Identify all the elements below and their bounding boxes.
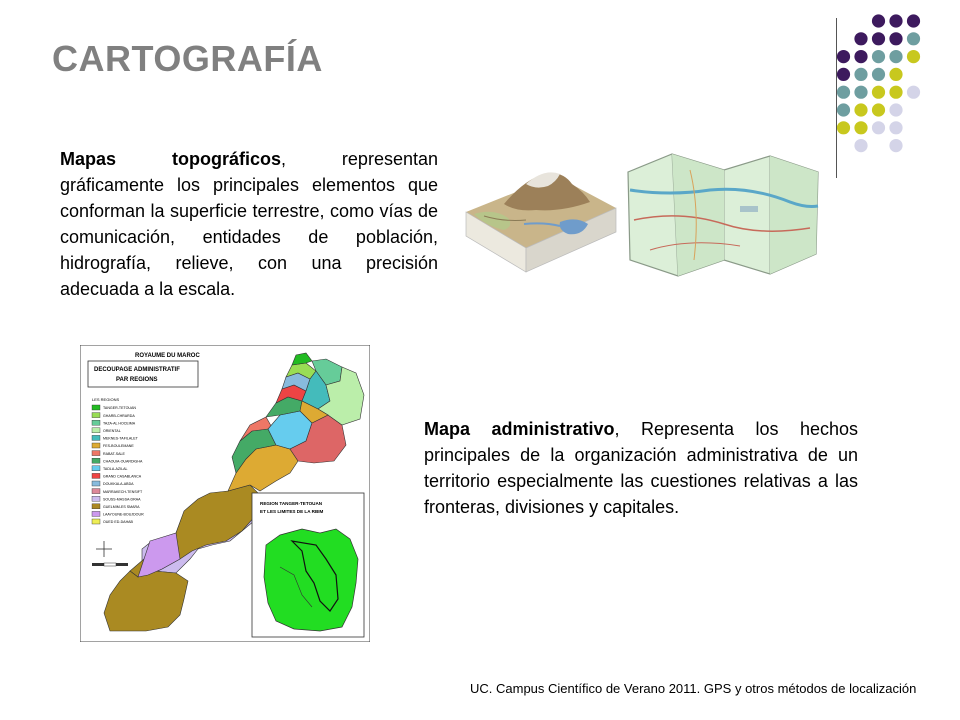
legend-label: FES-BOULEMANE [103, 444, 134, 449]
decorative-dot [854, 121, 867, 134]
slide-title: CARTOGRAFÍA [52, 38, 323, 79]
administrative-term: Mapa administrativo [424, 419, 615, 439]
inset-title-line2: ET LES LIMITES DE LA RBIM [260, 509, 324, 514]
legend-label: DOUKKALA-ABDA [103, 482, 134, 487]
decorative-dot [889, 50, 902, 63]
topographic-term: Mapas topográficos [60, 149, 281, 169]
legend-swatch [92, 519, 100, 524]
folded-map-illustration [620, 150, 825, 280]
legend-title: LES REGIONS [92, 397, 120, 402]
decorative-dot [889, 32, 902, 45]
scale-bar [92, 563, 128, 566]
decorative-dot [889, 14, 902, 27]
decorative-dot [889, 139, 902, 152]
decorative-dot [872, 32, 885, 45]
legend-swatch [92, 451, 100, 456]
decorative-dot [872, 86, 885, 99]
legend-swatch [92, 420, 100, 425]
legend-label: RABAT-SALE [103, 451, 125, 456]
decorative-dot [854, 86, 867, 99]
decorative-dot [837, 68, 850, 81]
decorative-dot [837, 103, 850, 116]
morocco-administrative-map [80, 345, 370, 642]
decorative-dot [889, 68, 902, 81]
map-title-box-line2: PAR REGIONS [116, 377, 158, 383]
decorative-dot [889, 121, 902, 134]
legend-label: LAAYOUNE-BOUJDOUR [103, 512, 144, 517]
decorative-dot [872, 121, 885, 134]
legend-label: TANGER-TETOUAN [103, 406, 137, 411]
decorative-dot [854, 103, 867, 116]
decorative-dot [837, 50, 850, 63]
decorative-dot [907, 50, 920, 63]
decorative-dot [854, 68, 867, 81]
decorative-dot [854, 32, 867, 45]
legend-label: GUELMIM-ES SMARA [103, 505, 140, 509]
legend-swatch [92, 473, 100, 478]
legend-label: CHAOUIA-OUARDIGHA [103, 459, 143, 464]
decorative-dot [872, 68, 885, 81]
decorative-dot [837, 86, 850, 99]
map-title-top: ROYAUME DU MAROC [135, 353, 200, 359]
legend-label: SOUSS-MASSA-DRAA [103, 497, 141, 502]
decorative-divider [836, 18, 837, 178]
decorative-dot [907, 86, 920, 99]
decorative-dot [854, 139, 867, 152]
legend-swatch [92, 489, 100, 494]
legend-swatch [92, 405, 100, 410]
decorative-dot [907, 32, 920, 45]
legend-swatch [92, 466, 100, 471]
legend-label: GRAND CASABLANCA [103, 474, 142, 479]
legend-swatch [92, 443, 100, 448]
decorative-dot [872, 14, 885, 27]
map-title-box [88, 361, 198, 387]
legend-swatch [92, 496, 100, 501]
legend-swatch [92, 511, 100, 516]
legend-swatch [92, 481, 100, 486]
legend-label: OUED ED-DAHAB [103, 520, 133, 525]
decorative-dot [837, 121, 850, 134]
legend-label: MEKNES-TAFILALET [103, 436, 138, 441]
map-title-box-line1: DECOUPAGE ADMINISTRATIF [94, 367, 180, 373]
legend-label: TAZA-AL HOCEIMA [103, 421, 136, 426]
legend-swatch [92, 504, 100, 509]
decorative-dot [907, 14, 920, 27]
legend-label: GHARB-CHRARDA [103, 413, 135, 418]
legend-swatch [92, 413, 100, 418]
decorative-dot [889, 86, 902, 99]
legend-swatch [92, 428, 100, 433]
legend-swatch [92, 458, 100, 463]
decorative-dot [872, 103, 885, 116]
administrative-description: , Representa los hechos principales de la organización administrativa de un territorio especialmente las cuestiones relativas a las fronteras, divisiones y capitales. [424, 419, 858, 517]
decorative-dot [889, 103, 902, 116]
decorative-dot [872, 50, 885, 63]
inset-title-line1: REGION TANGER-TETOUAN [260, 501, 323, 506]
legend-swatch [92, 435, 100, 440]
legend-label: TADLA-AZILAL [103, 467, 128, 471]
decorative-dot [854, 50, 867, 63]
topographic-description: , representan gráficamente los principales elementos que conforman la superficie terrestre, como vías de comunicación, entidades de población, hidrografía, relieve, con una precisión adecuada a la escala. [60, 149, 438, 299]
legend-label: ORIENTAL [103, 429, 121, 433]
legend-label: MARRAKECH-TENSIFT [103, 489, 143, 494]
slide-footer: UC. Campus Científico de Verano 2011. GPS y otros métodos de localización [470, 681, 917, 696]
terrain-block-illustration [464, 160, 619, 275]
administrative-paragraph [424, 416, 858, 520]
topographic-paragraph [60, 146, 438, 302]
